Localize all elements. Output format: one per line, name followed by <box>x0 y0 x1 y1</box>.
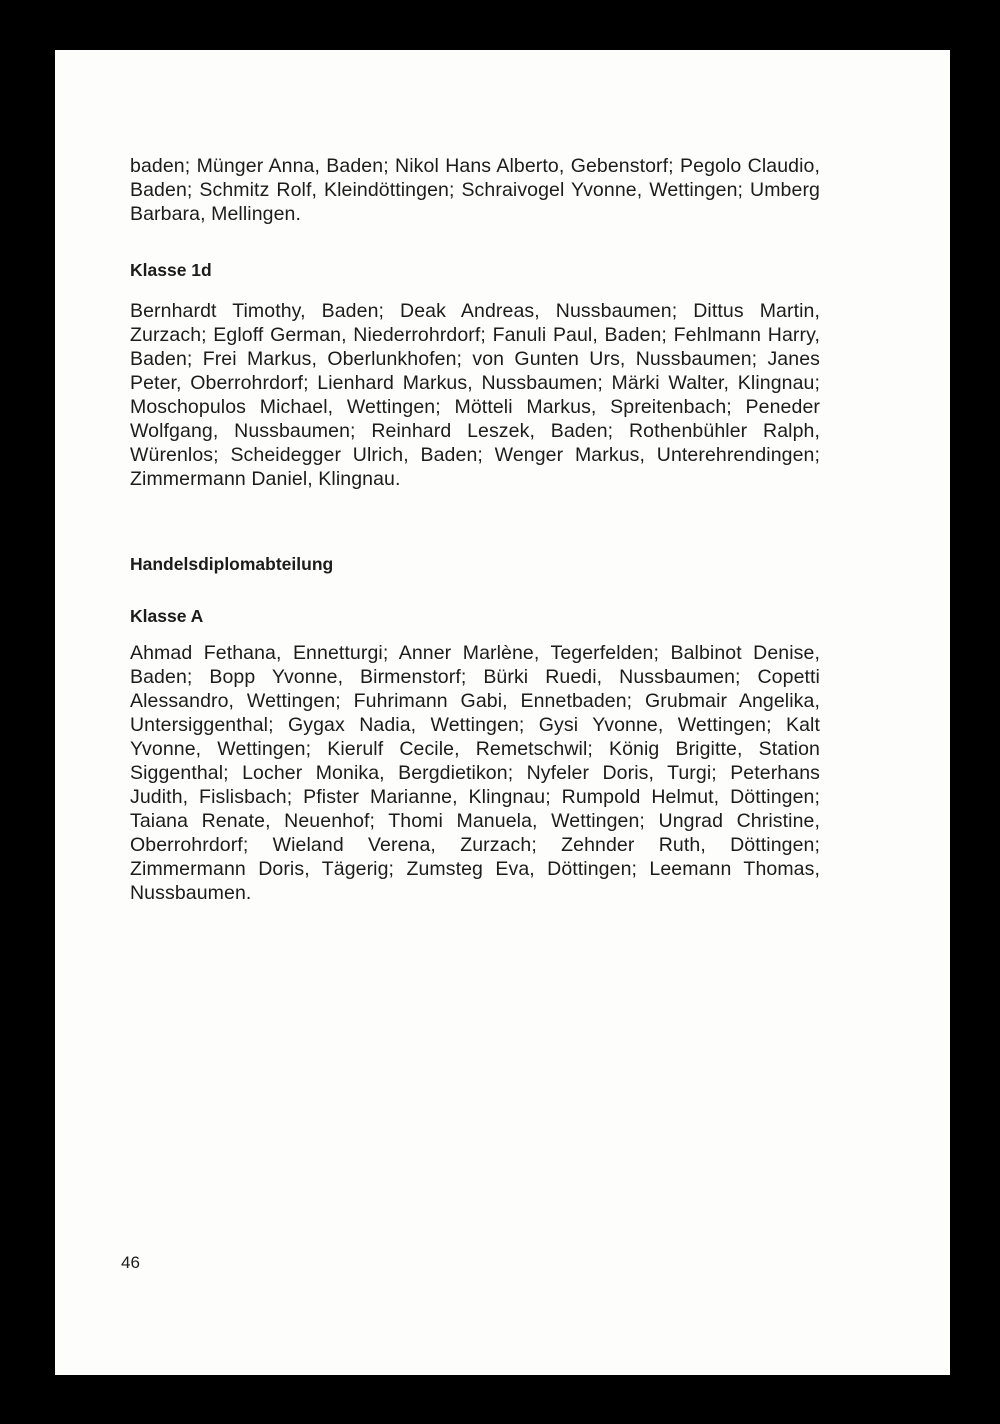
document-page <box>55 50 950 1375</box>
class-1d-heading: Klasse 1d <box>130 260 212 280</box>
class-a-heading: Klasse A <box>130 606 204 626</box>
class-1d-student-list: Bernhardt Timothy, Baden; Deak Andreas, Nussbaumen; Dittus Martin, Zurzach; Egloff German, Niederrohrdorf; Fanuli Paul, Baden; Fehlmann Harry, Baden; Frei Markus, Oberlunkhofen; von Gunten Urs, Nussbaumen; Janes Peter, Oberrohrdorf; Lienhard Markus, Nussbaumen; Märki Walter, Klingnau; Moschopulos Michael, Wettingen; Mötteli Markus, Spreitenbach; Peneder Wolfgang, Nussbaumen; Reinhard Leszek, Baden; Rothenbühler Ralph, Würenlos; Scheidegger Ulrich, Baden; Wenger Markus, Unterehrendingen; Zimmermann Daniel, Klingnau. <box>130 300 820 490</box>
page-number: 46 <box>121 1253 140 1272</box>
class-a-student-list: Ahmad Fethana, Ennetturgi; Anner Marlène, Tegerfelden; Balbinot Denise, Baden; Bopp Yvonne, Birmenstorf; Bürki Ruedi, Nussbaumen; Copetti Alessandro, Wettingen; Fuhrimann Gabi, Ennetbaden; Grubmair Angelika, Untersiggenthal; Gygax Nadia, Wettingen; Gysi Yvonne, Wettingen; Kalt Yvonne, Wettingen; Kierulf Cecile, Remetschwil; König Brigitte, Station Siggenthal; Locher Monika, Bergdietikon; Nyfeler Doris, Turgi; Peterhans Judith, Fislisbach; Pfister Marianne, Klingnau; Rumpold Helmut, Döttingen; Taiana Renate, Neuenhof; Thomi Manuela, Wettingen; Ungrad Christine, Oberrohrdorf; Wieland Verena, Zurzach; Zehnder Ruth, Döttingen; Zimmermann Doris, Tägerig; Zumsteg Eva, Döttingen; Leemann Thomas, Nussbaumen. <box>130 642 820 904</box>
continuation-paragraph: baden; Münger Anna, Baden; Nikol Hans Alberto, Gebenstorf; Pegolo Claudio, Baden; Schmitz Rolf, Kleindöttingen; Schraivogel Yvonne, Wettingen; Umberg Barbara, Mellingen. <box>130 155 820 225</box>
section-heading: Handelsdiplomabteilung <box>130 554 334 574</box>
page-content <box>130 154 820 905</box>
